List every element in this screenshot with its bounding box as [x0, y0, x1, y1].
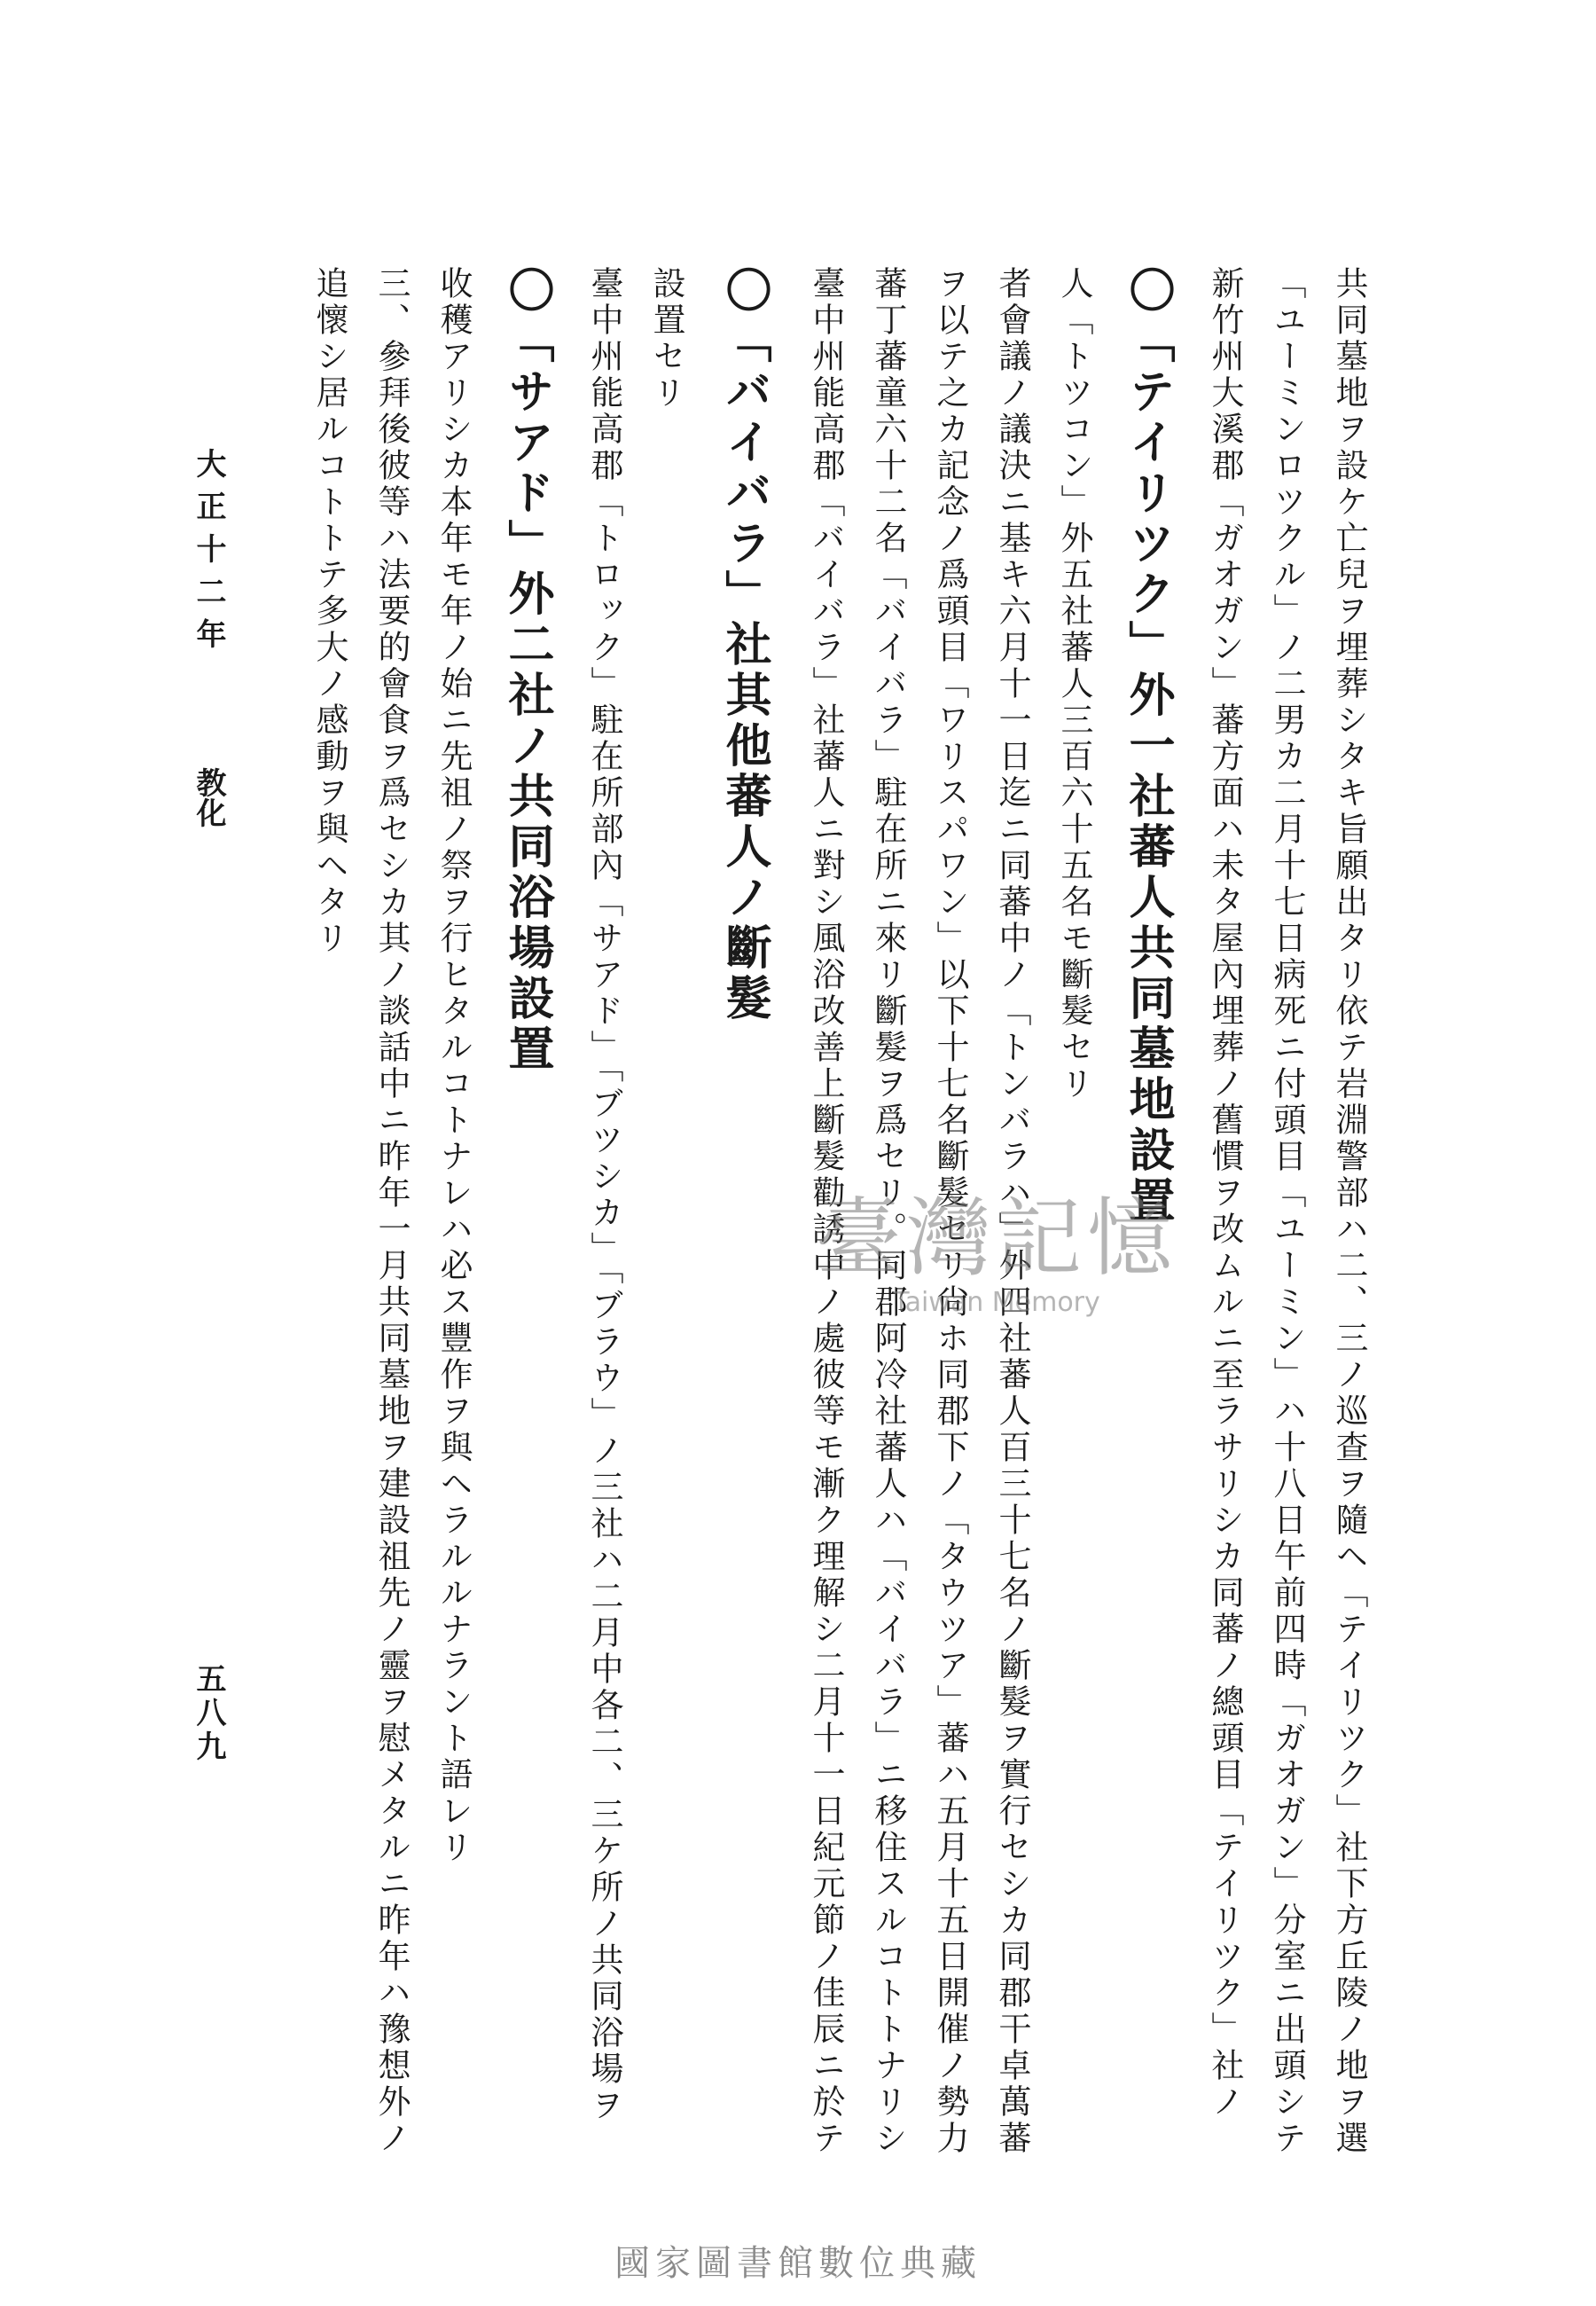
column-16: 共同墓地ヲ設ケ亡兒ヲ埋葬シタキ旨願出タリ依テ岩淵警部ハ二、三ノ巡查ヲ隨ヘ「テイリツク」社下方丘陵ノ地ヲ選 — [1330, 266, 1368, 2157]
column-12: 人「トツコン」外五社蕃人三百六十五名モ斷髮セリ — [1055, 266, 1093, 1102]
column-5: 臺中州能高郡「トロック」駐在所部內「サアド」「ブツシカ」「ブラウ」ノ三社ハ二月中各二、三ケ所ノ共同浴場ヲ — [585, 266, 623, 2124]
footer-section: 教化 — [191, 767, 226, 827]
section-heading-bath: 〇「サアド」外二社ノ共同浴場設置 — [500, 266, 554, 1075]
column-9: 蕃丁蕃童六十二名「バイバラ」駐在所ニ來リ斷髮ヲ爲セリ。同郡阿冷社蕃人ハ「バイバラ」ニ移住スルコトトナリシ — [869, 266, 907, 2157]
page-number: 五八九 — [191, 1663, 226, 1764]
section-heading-cemetery: 〇「テイリツク」外一社蕃人共同墓地設置 — [1121, 266, 1175, 1227]
footer-era: 大正十二年 — [191, 448, 226, 661]
column-10: ヲ以テ之カ記念ノ爲頭目「ワリスパワン」以下十七名斷髮セリ尙ホ同郡下ノ「タウツア」蕃ハ五月十五日開催ノ勢力 — [931, 266, 969, 2157]
column-6: 設置セリ — [647, 266, 685, 412]
column-3: 收穫アリシカ本年モ年ノ始ニ先祖ノ祭ヲ行ヒタルコトナレハ必ス豐作ヲ與ヘラルルナラント語レリ — [434, 266, 473, 1866]
column-15: 「ユーミンロツクル」ノ二男カ二月十七日病死ニ付頭目「ユーミン」ハ十八日午前四時「ガオガン」分室ニ出頭シテ — [1268, 266, 1306, 2157]
column-8: 臺中州能高郡「バイバラ」社蕃人ニ對シ風浴改善上斷髮勸誘中ノ處彼等モ漸ク理解シ二月十一日紀元節ノ佳辰ニ於テ — [807, 266, 845, 2157]
watermark-chinese: 臺灣記憶 — [816, 1188, 1177, 1288]
taiwan-memory-watermark — [816, 1171, 1177, 1318]
column-14: 新竹州大溪郡「ガオガン」蕃方面ハ未タ屋內埋葬ノ舊慣ヲ改ムルニ至ラサリシカ同蕃ノ總頭目「テイリツク」社ノ — [1206, 266, 1244, 2121]
column-2: 三、參拜後彼等ハ法要的會食ヲ爲セシカ其ノ談話中ニ昨年一月共同墓地ヲ建設祖先ノ靈ヲ慰メタルニ昨年ハ豫想外ノ — [372, 266, 411, 2157]
column-11: 者會議ノ議決ニ基キ六月十一日迄ニ同蕃中ノ「トンバラハ」外四社蕃人百三十七名ノ斷髮ヲ實行セシカ同郡干卓萬蕃 — [993, 266, 1031, 2157]
section-heading-haircut: 〇「バイバラ」社其他蕃人ノ斷髮 — [717, 266, 771, 1024]
column-1: 追懷シ居ルコトトテ多大ノ感動ヲ與ヘタリ — [310, 266, 348, 957]
library-credit: 國家圖書館數位典藏 — [614, 2243, 982, 2284]
watermark-english: Taiwan Memory — [893, 1287, 1100, 1318]
